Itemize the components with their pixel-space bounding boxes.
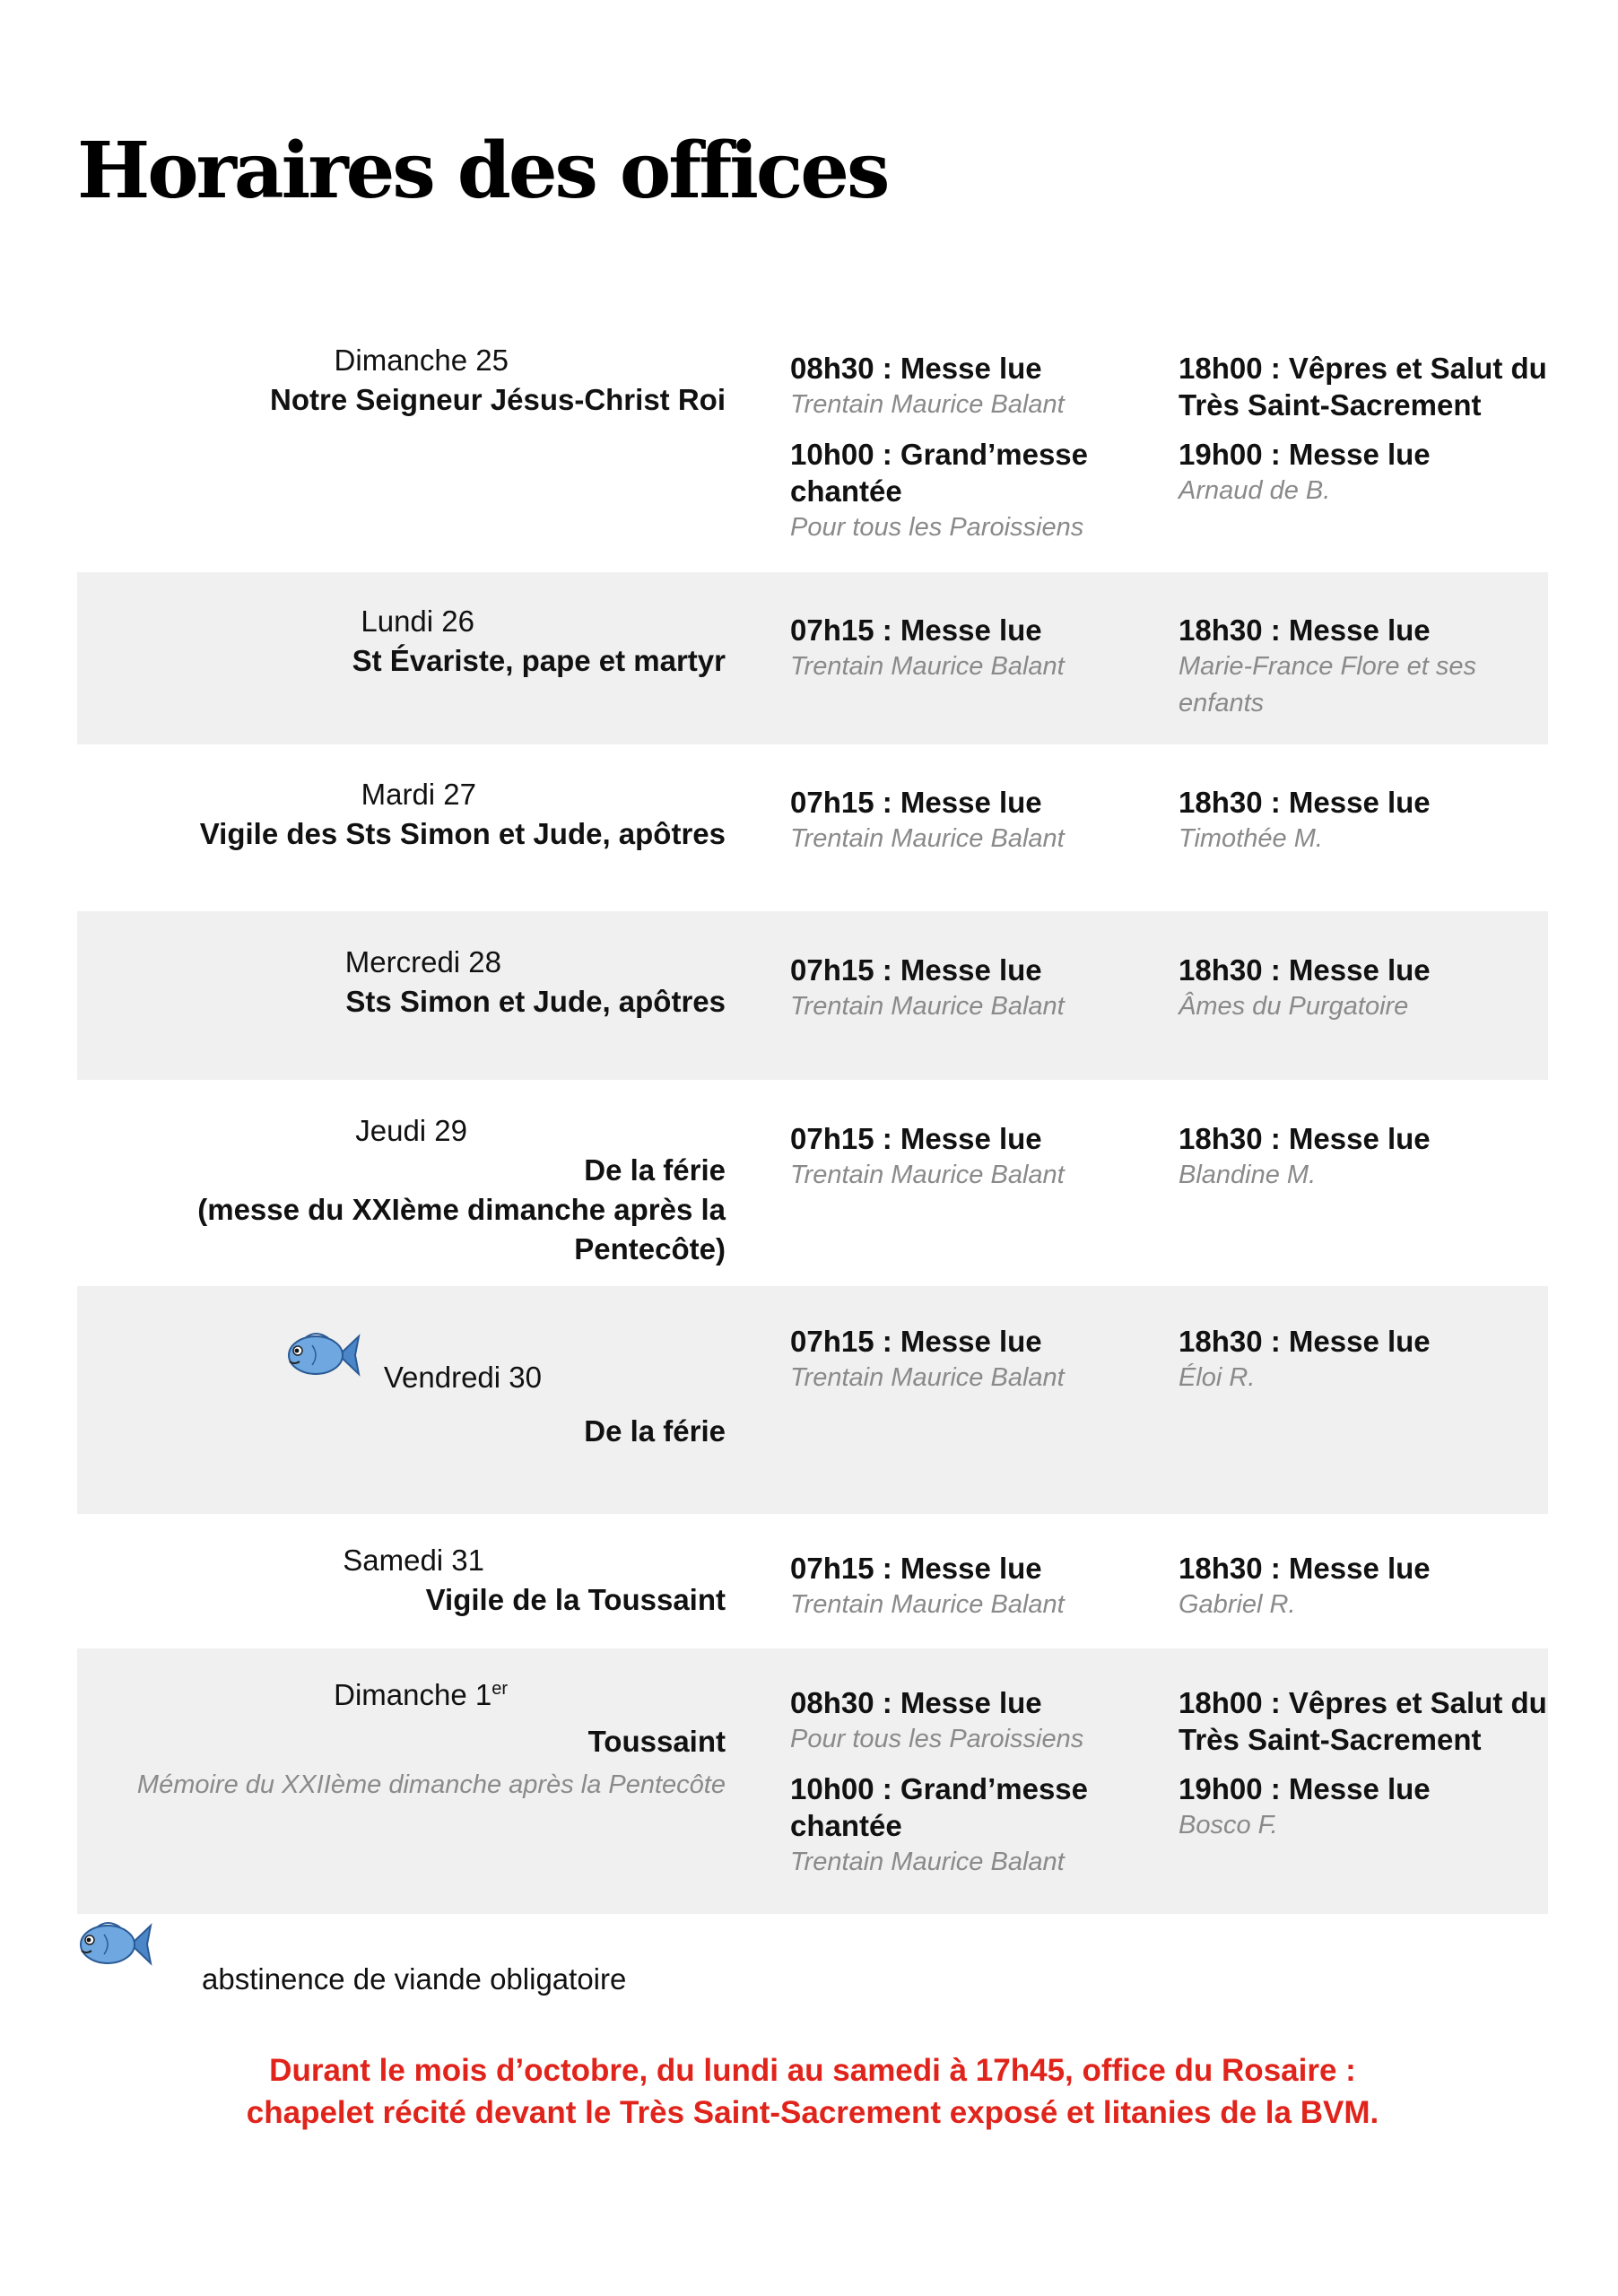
mass-entry xyxy=(1179,952,1519,1025)
day-label xyxy=(77,1675,726,1715)
schedule-row-6 xyxy=(77,1514,1548,1648)
feast-name: Vigile de la Toussaint xyxy=(425,1583,726,1616)
mass-entry xyxy=(1179,350,1548,423)
morning-masses xyxy=(790,612,1131,698)
mass-intention: Âmes du Purgatoire xyxy=(1179,992,1409,1021)
mass-intention: Arnaud de B. xyxy=(1179,476,1331,505)
day-label: Vendredi 30 xyxy=(383,1361,542,1394)
mass-entry xyxy=(1179,436,1548,509)
day-column xyxy=(77,943,726,1022)
mass-entry xyxy=(790,1120,1131,1194)
day-column xyxy=(77,775,726,854)
feast-name: De la férie xyxy=(584,1414,726,1448)
mass-entry xyxy=(790,1770,1131,1881)
mass-entry xyxy=(790,1323,1131,1396)
feast-name: Sts Simon et Jude, apôtres xyxy=(345,985,726,1018)
mass-intention: Trentain Maurice Balant xyxy=(790,1161,1065,1189)
day-label: Jeudi 29 xyxy=(355,1114,467,1147)
day-label: Mercredi 28 xyxy=(344,945,501,978)
feast-name: Toussaint xyxy=(587,1725,726,1758)
mass-time: 08h30 : Messe lue xyxy=(790,1686,1042,1719)
mass-entry xyxy=(790,1684,1131,1758)
feast-name: Notre Seigneur Jésus-Christ Roi xyxy=(270,383,726,416)
day-label: Lundi 26 xyxy=(361,604,474,638)
mass-intention: Trentain Maurice Balant xyxy=(790,1590,1065,1619)
mass-time: 10h00 : Grand’messe chantée xyxy=(790,438,1088,508)
schedule-row-4 xyxy=(77,1080,1548,1286)
schedule-row-5 xyxy=(77,1286,1548,1514)
mass-time: 07h15 : Messe lue xyxy=(790,786,1042,819)
mass-intention: Trentain Maurice Balant xyxy=(790,992,1065,1021)
mass-intention: Pour tous les Paroissiens xyxy=(790,1725,1084,1753)
schedule-row-1 xyxy=(77,572,1548,744)
mass-entry xyxy=(790,952,1131,1025)
mass-entry xyxy=(790,612,1131,685)
mass-time: 10h00 : Grand’messe chantée xyxy=(790,1772,1088,1842)
evening-masses xyxy=(1179,350,1548,522)
mass-intention: Trentain Maurice Balant xyxy=(790,1848,1065,1876)
mass-time: 18h00 : Vêpres et Salut du Très Saint-Sacrement xyxy=(1179,352,1547,422)
mass-intention: Blandine M. xyxy=(1179,1161,1317,1189)
mass-intention: Éloi R. xyxy=(1179,1363,1256,1392)
mass-time: 18h30 : Messe lue xyxy=(1179,953,1431,987)
day-label: Samedi 31 xyxy=(343,1544,484,1577)
mass-time: 18h30 : Messe lue xyxy=(1179,1552,1431,1585)
mass-time: 08h30 : Messe lue xyxy=(790,352,1042,385)
mass-intention: Marie-France Flore et ses enfants xyxy=(1179,652,1476,718)
mass-time: 18h30 : Messe lue xyxy=(1179,1325,1431,1358)
morning-masses xyxy=(790,1684,1131,1893)
page-title: Horaires des offices xyxy=(77,126,888,216)
mass-entry xyxy=(790,784,1131,857)
mass-entry xyxy=(790,436,1131,546)
schedule-row-0 xyxy=(77,341,1548,572)
morning-masses xyxy=(790,1550,1131,1636)
morning-masses xyxy=(790,952,1131,1038)
mass-time: 07h15 : Messe lue xyxy=(790,1325,1042,1358)
schedule-row-7 xyxy=(77,1648,1548,1914)
notice-line: chapelet récité devant le Très Saint-Sacrement exposé et litanies de la BVM. xyxy=(246,2095,1379,2130)
day-column xyxy=(77,1111,726,1269)
feast-name: St Évariste, pape et martyr xyxy=(352,644,726,677)
feast-name: Vigile des Sts Simon et Jude, apôtres xyxy=(199,817,726,850)
mass-entry xyxy=(1179,1120,1519,1194)
feast-note: Mémoire du XXIIème dimanche après la Pentecôte xyxy=(136,1770,726,1799)
evening-masses xyxy=(1179,784,1519,870)
evening-masses xyxy=(1179,952,1519,1038)
mass-intention: Trentain Maurice Balant xyxy=(790,390,1065,419)
fish-icon xyxy=(77,1915,152,1974)
mass-intention: Bosco F. xyxy=(1179,1811,1278,1839)
mass-time: 07h15 : Messe lue xyxy=(790,613,1042,647)
mass-intention: Pour tous les Paroissiens xyxy=(790,513,1084,542)
mass-time: 07h15 : Messe lue xyxy=(790,953,1042,987)
mass-time: 18h30 : Messe lue xyxy=(1179,613,1431,647)
mass-entry xyxy=(790,1550,1131,1623)
evening-masses xyxy=(1179,1684,1548,1857)
mass-entry xyxy=(1179,1684,1548,1758)
mass-intention: Trentain Maurice Balant xyxy=(790,824,1065,853)
mass-entry xyxy=(790,350,1131,423)
mass-time: 19h00 : Messe lue xyxy=(1179,1772,1431,1805)
morning-masses xyxy=(790,350,1131,559)
mass-entry xyxy=(1179,1770,1548,1844)
day-label-text: Dimanche 1 xyxy=(334,1678,492,1711)
mass-intention: Timothée M. xyxy=(1179,824,1323,853)
mass-intention: Gabriel R. xyxy=(1179,1590,1296,1619)
mass-entry xyxy=(1179,1323,1519,1396)
day-column xyxy=(77,341,726,420)
mass-time: 07h15 : Messe lue xyxy=(790,1552,1042,1585)
day-column xyxy=(77,1358,726,1451)
feast-name: (messe du XXIème dimanche après la xyxy=(197,1193,726,1226)
mass-time: 07h15 : Messe lue xyxy=(790,1122,1042,1155)
day-column xyxy=(77,1675,726,1803)
feast-name: De la férie xyxy=(584,1153,726,1187)
evening-masses xyxy=(1179,1120,1519,1206)
morning-masses xyxy=(790,1323,1131,1409)
evening-masses xyxy=(1179,1550,1519,1636)
mass-time: 19h00 : Messe lue xyxy=(1179,438,1431,471)
mass-entry xyxy=(1179,784,1519,857)
feast-name: Pentecôte) xyxy=(574,1232,726,1265)
legend-text: abstinence de viande obligatoire xyxy=(202,1962,627,1996)
evening-masses xyxy=(1179,1323,1519,1409)
mass-intention: Trentain Maurice Balant xyxy=(790,652,1065,681)
schedule-row-3 xyxy=(77,911,1548,1080)
evening-masses xyxy=(1179,612,1519,735)
mass-entry xyxy=(1179,612,1519,722)
mass-time: 18h30 : Messe lue xyxy=(1179,786,1431,819)
morning-masses xyxy=(790,784,1131,870)
morning-masses xyxy=(790,1120,1131,1206)
mass-intention: Trentain Maurice Balant xyxy=(790,1363,1065,1392)
day-label: Mardi 27 xyxy=(361,778,476,811)
notice-line: Durant le mois d’octobre, du lundi au samedi à 17h45, office du Rosaire : xyxy=(269,2053,1356,2088)
rosary-notice xyxy=(77,2049,1548,2134)
day-label: Dimanche 25 xyxy=(334,344,509,377)
mass-time: 18h00 : Vêpres et Salut du Très Saint-Sacrement xyxy=(1179,1686,1547,1756)
mass-time: 18h30 : Messe lue xyxy=(1179,1122,1431,1155)
day-column xyxy=(77,602,726,681)
mass-entry xyxy=(1179,1550,1519,1623)
day-column xyxy=(77,1541,726,1620)
day-label-suffix: er xyxy=(491,1679,508,1699)
schedule-row-2 xyxy=(77,744,1548,911)
